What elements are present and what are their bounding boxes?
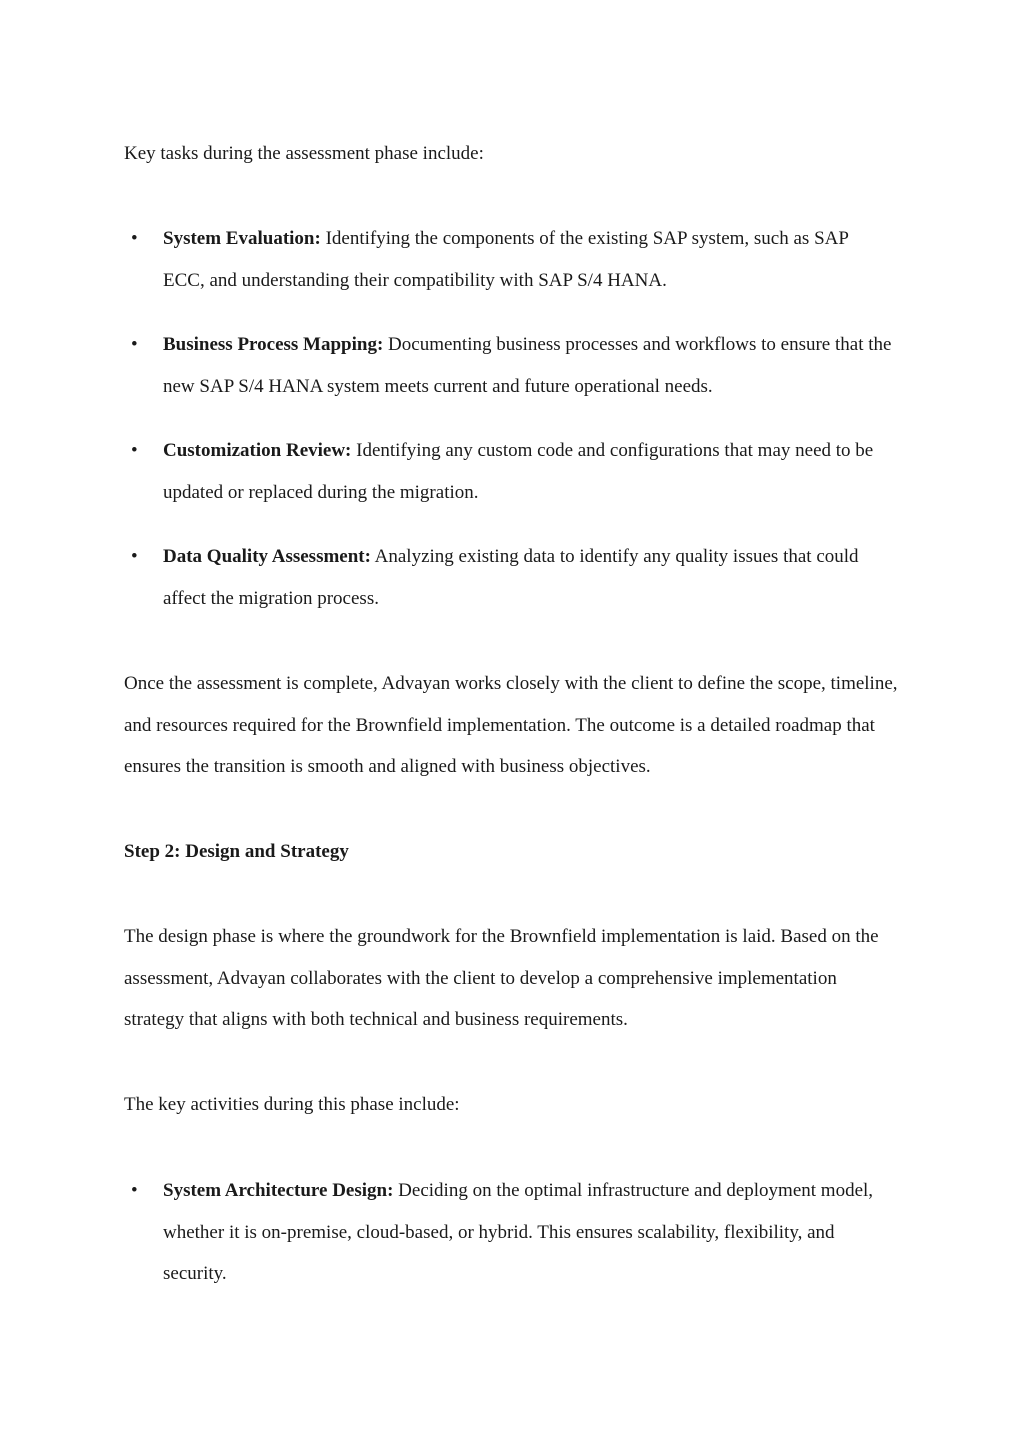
- list-item-desc: Analyzing existing data to identify any quality issues that could affect the migration process.: [163, 546, 859, 609]
- list-item-term: System Architecture Design:: [163, 1180, 394, 1201]
- list-item: [124, 218, 874, 301]
- bullet-icon: •: [131, 228, 138, 249]
- list-item-term: Data Quality Assessment:: [163, 546, 371, 567]
- list-item-term: Customization Review:: [163, 440, 352, 461]
- list-item: [124, 324, 914, 407]
- step2-heading: Step 2: Design and Strategy: [124, 841, 349, 862]
- list-item-desc: Identifying the components of the existing SAP system, such as SAP ECC, and understanding their compatibility with SAP S/4 HANA.: [163, 228, 849, 291]
- bullet-icon: •: [131, 1180, 138, 1201]
- list-item: [124, 430, 914, 513]
- list-item: [124, 536, 884, 619]
- list-item-desc: Documenting business processes and workflows to ensure that the new SAP S/4 HANA system meets current and future operational needs.: [163, 334, 892, 397]
- list-item-desc: Deciding on the optimal infrastructure and deployment model, whether it is on-premise, cloud-based, or hybrid. This ensures scalability, flexibility, and security.: [163, 1180, 874, 1284]
- assessment-intro: Key tasks during the assessment phase include:: [124, 143, 484, 164]
- activities-intro: The key activities during this phase include:: [124, 1094, 460, 1115]
- list-item-term: System Evaluation:: [163, 228, 321, 249]
- assessment-outcome: Once the assessment is complete, Advayan works closely with the client to define the scope, timeline, and resources required for the Brownfield implementation. The outcome is a detailed roadmap that ensures the transition is smooth and aligned with business objectives.: [124, 673, 898, 777]
- list-item: [124, 1170, 874, 1295]
- bullet-icon: •: [131, 440, 138, 461]
- list-item-term: Business Process Mapping:: [163, 334, 384, 355]
- bullet-icon: •: [131, 334, 138, 355]
- list-item-desc: Identifying any custom code and configurations that may need to be updated or replaced during the migration.: [163, 440, 874, 503]
- bullet-icon: •: [131, 546, 138, 567]
- design-paragraph: The design phase is where the groundwork for the Brownfield implementation is laid. Based on the assessment, Advayan collaborates with the client to develop a comprehensive implementation strategy that aligns with both technical and business requirements.: [124, 926, 879, 1030]
